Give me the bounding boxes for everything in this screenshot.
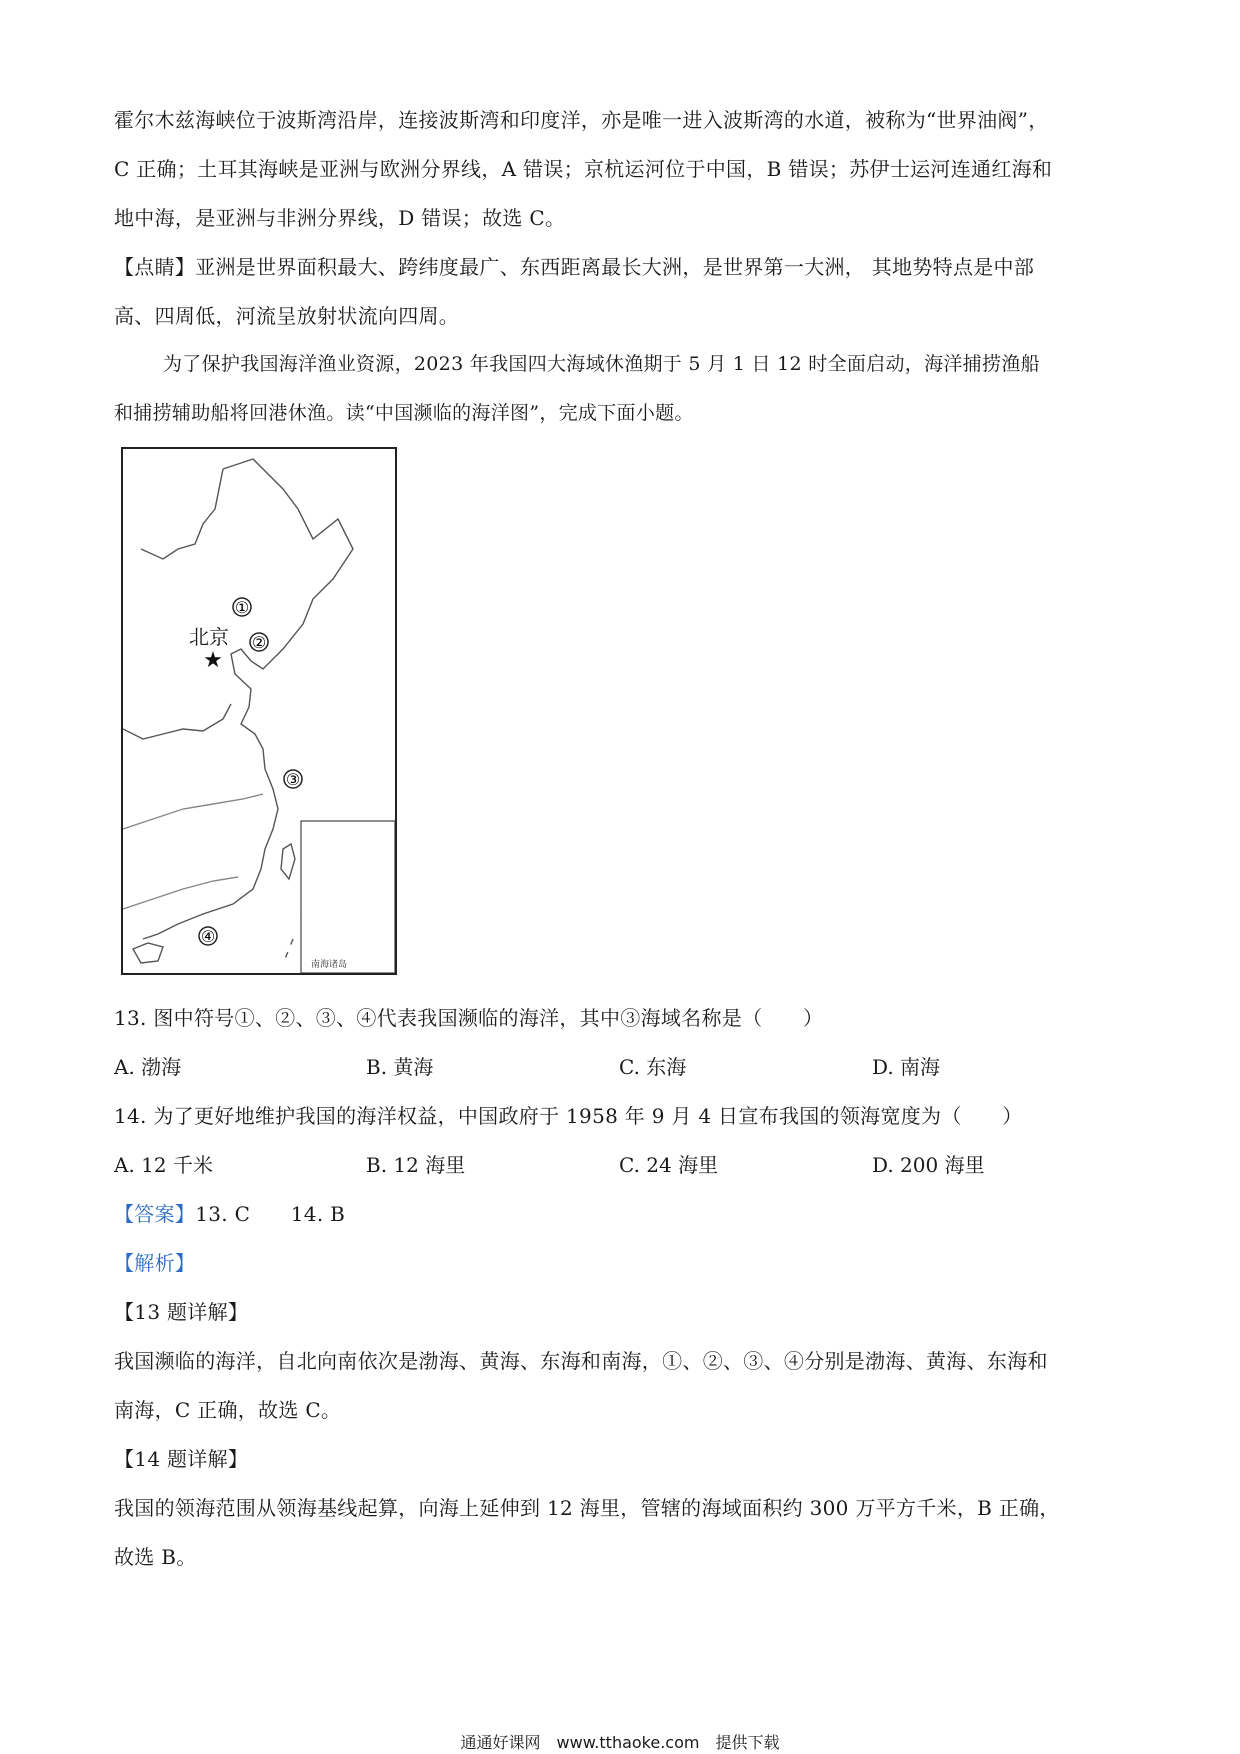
note-line: 高、四周低，河流呈放射状流向四周。 xyxy=(114,304,460,328)
q14-option-a: A. 12 千米 xyxy=(114,1153,213,1177)
q14-detail-title: 【14 题详解】 xyxy=(114,1447,249,1471)
border-line-west xyxy=(123,704,231,739)
q13-option-b: B. 黄海 xyxy=(366,1055,434,1079)
marker-2-label: ② xyxy=(251,633,267,652)
answer-label: 【答案】 xyxy=(114,1202,196,1226)
intro-line: 为了保护我国海洋渔业资源，2023 年我国四大海域休渔期于 5 月 1 日 12 时全面启动，海洋捕捞渔船 xyxy=(163,353,1040,375)
intro-line: 和捕捞辅助船将回港休渔。读“中国濒临的海洋图”，完成下面小题。 xyxy=(114,402,694,424)
paragraph-line: 地中海，是亚洲与非洲分界线，D 错误；故选 C。 xyxy=(114,206,566,230)
answer-text: 13. C 14. B xyxy=(195,1202,346,1226)
china-seas-map xyxy=(121,447,397,975)
river-line xyxy=(123,794,263,829)
river-line-2 xyxy=(123,877,238,909)
q13-option-c: C. 东海 xyxy=(619,1055,687,1079)
note-line: 【点睛】亚洲是世界面积最大、跨纬度最广、东西距离最长大洲，是世界第一大洲， 其地势特点是中部 xyxy=(114,255,1035,279)
answer-line xyxy=(114,1198,345,1227)
paragraph-line: C 正确；土耳其海峡是亚洲与欧洲分界线，A 错误；京杭运河位于中国，B 错误；苏伊士运河连通红海和 xyxy=(114,157,1053,181)
question-14-stem: 14. 为了更好地维护我国的海洋权益，中国政府于 1958 年 9 月 4 日宣布我国的领海宽度为（ ） xyxy=(114,1104,1023,1128)
beijing-star-icon: ★ xyxy=(203,648,223,673)
paragraph-line: 霍尔木兹海峡位于波斯湾沿岸，连接波斯湾和印度洋，亦是唯一进入波斯湾的水道，被称为“世界油阀”， xyxy=(114,108,1049,132)
marker-3-label: ③ xyxy=(285,770,301,789)
map-drawing xyxy=(123,449,395,973)
border-line xyxy=(141,469,223,559)
hainan xyxy=(133,943,163,963)
q14-option-c: C. 24 海里 xyxy=(619,1153,719,1177)
q13-detail-line: 南海，C 正确，故选 C。 xyxy=(114,1398,342,1422)
analysis-label: 【解析】 xyxy=(114,1251,196,1275)
q13-detail-title: 【13 题详解】 xyxy=(114,1300,249,1324)
footer-source: 通通好课网 www.tthaoke.com 提供下载 xyxy=(460,1733,780,1752)
q13-option-d: D. 南海 xyxy=(872,1055,941,1079)
q14-detail-line: 我国的领海范围从领海基线起算，向海上延伸到 12 海里，管辖的海域面积约 300 万平方千米，B 正确， xyxy=(114,1496,1060,1520)
q14-option-b: B. 12 海里 xyxy=(366,1153,466,1177)
inset-label: 南海诸岛 xyxy=(311,960,348,970)
south-sea-inset xyxy=(301,821,395,973)
question-13-stem: 13. 图中符号①、②、③、④代表我国濒临的海洋，其中③海域名称是（ ） xyxy=(114,1006,824,1030)
q13-detail-line: 我国濒临的海洋，自北向南依次是渤海、黄海、东海和南海，①、②、③、④分别是渤海、黄海、东海和 xyxy=(114,1349,1048,1373)
q14-detail-line: 故选 B。 xyxy=(114,1545,197,1569)
q14-option-d: D. 200 海里 xyxy=(872,1153,985,1177)
beijing-label: 北京 xyxy=(189,625,229,649)
q13-option-a: A. 渤海 xyxy=(114,1055,182,1079)
marker-1-label: ① xyxy=(234,598,250,617)
taiwan xyxy=(281,844,295,879)
marker-4-label: ④ xyxy=(200,927,216,946)
